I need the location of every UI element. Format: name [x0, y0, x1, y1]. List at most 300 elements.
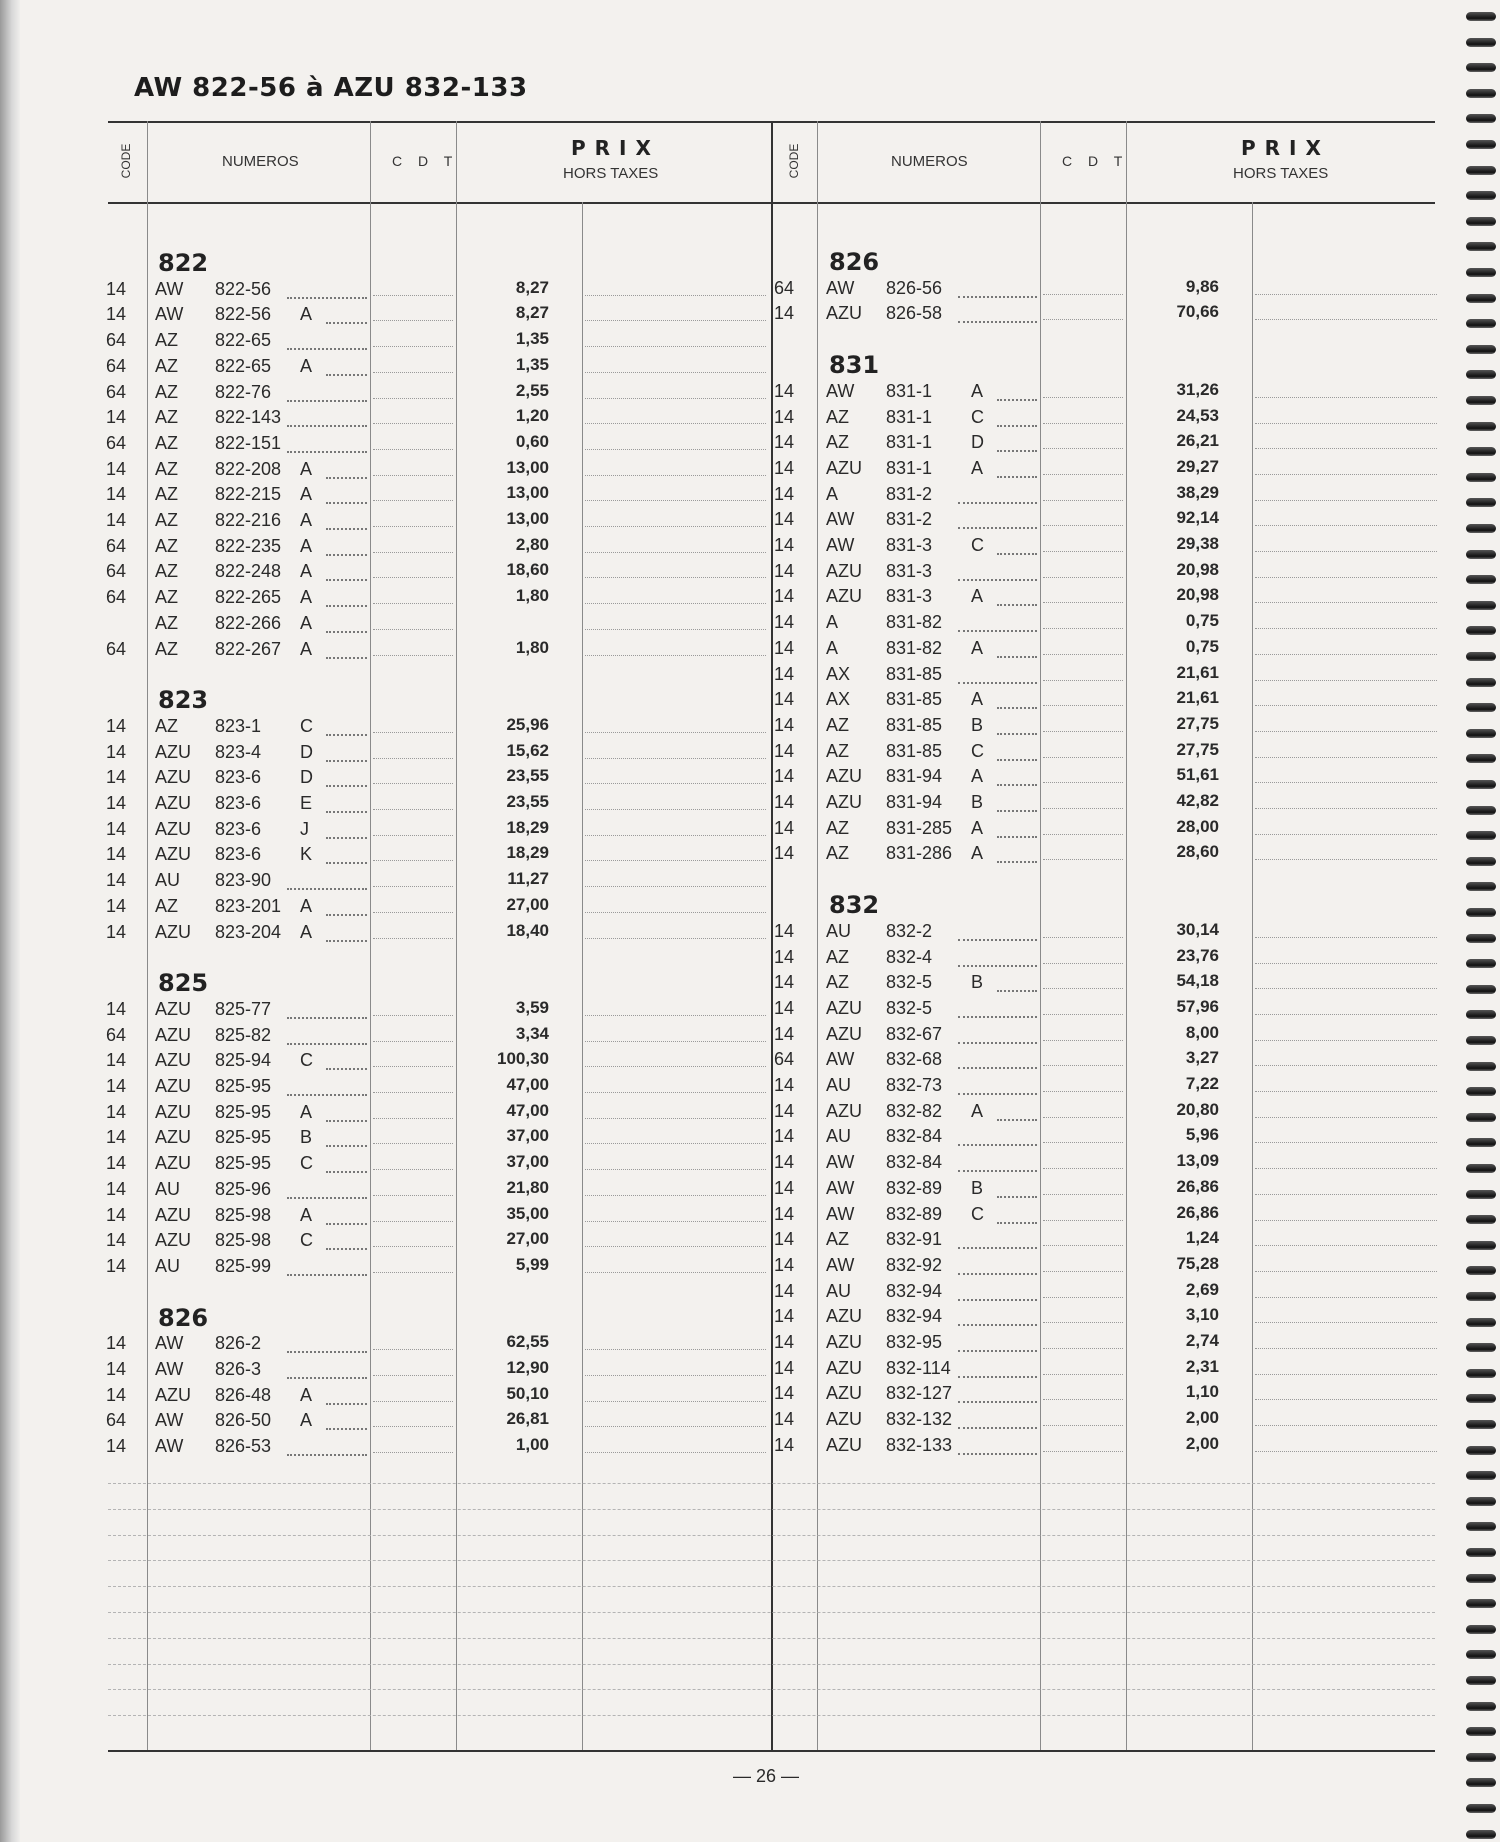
- row-leader-dots: [958, 939, 1037, 941]
- binding-ring: [1466, 831, 1496, 840]
- extra-cell-rule: [1255, 577, 1437, 578]
- binding-ring: [1466, 1702, 1496, 1711]
- row-price: 26,86: [1176, 1176, 1219, 1196]
- binding-ring: [1466, 473, 1496, 482]
- row-code: 64: [105, 535, 126, 556]
- cdt-cell-rule: [1043, 1142, 1123, 1143]
- row-number: 832-89: [886, 1203, 943, 1224]
- binding-ring: [1466, 140, 1496, 149]
- row-leader-dots: [997, 861, 1037, 863]
- row-prefix: AZU: [155, 1127, 191, 1148]
- blank-ruled-line: [108, 1535, 1435, 1536]
- cdt-cell-rule: [373, 372, 453, 373]
- row-price: 9,86: [1185, 276, 1219, 296]
- row-code: 14: [105, 715, 126, 736]
- row-number: 822-265: [215, 587, 282, 608]
- extra-cell-rule: [585, 860, 766, 861]
- cdt-cell-rule: [1043, 474, 1123, 475]
- row-suffix: A: [300, 458, 313, 479]
- binding-ring: [1466, 1778, 1496, 1787]
- row-code: 14: [773, 714, 794, 735]
- row-suffix: B: [971, 1177, 984, 1198]
- row-code: 14: [773, 1126, 794, 1147]
- spiral-binding: [1458, 0, 1500, 1842]
- blank-ruled-line: [108, 1560, 1435, 1561]
- row-price: 8,27: [515, 303, 549, 323]
- row-leader-dots: [326, 322, 367, 324]
- row-leader-dots: [326, 1403, 367, 1405]
- row-prefix: AZU: [155, 818, 191, 839]
- row-prefix: AZ: [826, 843, 850, 864]
- row-suffix: K: [300, 844, 313, 865]
- blank-ruled-line: [108, 1638, 1435, 1639]
- cdt-cell-rule: [1043, 500, 1123, 501]
- section-heading: 823: [158, 686, 209, 715]
- row-prefix: AZU: [155, 844, 191, 865]
- row-number: 822-56: [215, 278, 272, 299]
- binding-ring: [1466, 1241, 1496, 1250]
- row-number: 822-215: [215, 484, 282, 505]
- row-suffix: A: [300, 561, 313, 582]
- cdt-cell-rule: [1043, 654, 1123, 655]
- extra-cell-rule: [1255, 1168, 1437, 1169]
- row-leader-dots: [287, 1274, 367, 1276]
- row-prefix: AW: [155, 1436, 184, 1457]
- binding-ring: [1466, 1292, 1496, 1301]
- cdt-cell-rule: [373, 1015, 453, 1016]
- extra-cell-rule: [1255, 1091, 1437, 1092]
- extra-cell-rule: [585, 1349, 766, 1350]
- row-leader-dots: [287, 425, 367, 427]
- extra-cell-rule: [585, 295, 766, 296]
- prix-header: PRIX: [1241, 136, 1330, 160]
- row-prefix: A: [826, 483, 839, 504]
- row-suffix: B: [300, 1127, 313, 1148]
- row-code: 14: [773, 1023, 794, 1044]
- extra-cell-rule: [1255, 294, 1437, 295]
- row-leader-dots: [997, 1119, 1037, 1121]
- extra-cell-rule: [1255, 1271, 1437, 1272]
- row-prefix: AW: [826, 509, 855, 530]
- row-leader-dots: [997, 656, 1037, 658]
- blank-ruled-line: [108, 1715, 1435, 1716]
- cdt-cell-rule: [1043, 1245, 1123, 1246]
- row-code: 14: [773, 792, 794, 812]
- row-code: 14: [105, 844, 126, 865]
- col-divider: [370, 121, 371, 1750]
- row-suffix: A: [300, 895, 313, 916]
- row-price: 51,61: [1176, 765, 1219, 785]
- cdt-cell-rule: [373, 860, 453, 861]
- col-divider: [1040, 121, 1041, 1750]
- row-prefix: AZU: [155, 767, 191, 788]
- row-leader-dots: [958, 1093, 1037, 1095]
- cdt-cell-rule: [1043, 757, 1123, 758]
- row-number: 832-133: [886, 1434, 953, 1455]
- cdt-cell-rule: [373, 655, 453, 656]
- row-leader-dots: [287, 1017, 367, 1019]
- extra-cell-rule: [585, 449, 766, 450]
- row-price: 2,00: [1185, 1408, 1219, 1428]
- extra-cell-rule: [585, 1195, 766, 1196]
- row-prefix: A: [826, 612, 839, 633]
- row-leader-dots: [326, 374, 367, 376]
- row-code: 14: [773, 612, 794, 633]
- row-suffix: A: [971, 817, 984, 838]
- cdt-cell-rule: [373, 320, 453, 321]
- row-code: 14: [773, 303, 794, 324]
- extra-cell-rule: [585, 320, 766, 321]
- row-code: 14: [105, 1230, 126, 1251]
- row-leader-dots: [287, 1454, 367, 1456]
- row-code: 14: [105, 998, 126, 1019]
- row-leader-dots: [326, 1145, 367, 1147]
- row-leader-dots: [326, 528, 367, 530]
- row-prefix: AZU: [155, 921, 191, 942]
- binding-ring: [1466, 1727, 1496, 1736]
- row-code: 14: [773, 1254, 794, 1275]
- cdt-cell-rule: [373, 1452, 453, 1453]
- row-number: 822-65: [215, 355, 272, 376]
- row-price: 75,28: [1176, 1253, 1219, 1273]
- row-number: 826-50: [215, 1410, 272, 1431]
- cdt-cell-rule: [373, 526, 453, 527]
- row-leader-dots: [958, 1376, 1037, 1378]
- row-code: 14: [773, 972, 794, 993]
- cdt-cell-rule: [1043, 782, 1123, 783]
- row-prefix: AZ: [155, 330, 179, 351]
- row-leader-dots: [326, 657, 367, 659]
- row-code: 64: [773, 277, 794, 298]
- binding-ring: [1466, 1138, 1496, 1147]
- row-price: 2,31: [1185, 1356, 1219, 1376]
- cdt-cell-rule: [373, 1349, 453, 1350]
- row-number: 832-94: [886, 1306, 943, 1327]
- row-leader-dots: [287, 451, 367, 453]
- extra-cell-rule: [1255, 731, 1437, 732]
- extra-cell-rule: [585, 1041, 766, 1042]
- row-price: 2,00: [1185, 1433, 1219, 1453]
- binding-ring: [1466, 63, 1496, 72]
- row-price: 23,55: [506, 766, 549, 786]
- extra-cell-rule: [585, 1426, 766, 1427]
- row-prefix: AZ: [155, 895, 179, 916]
- cdt-cell-rule: [373, 1041, 453, 1042]
- row-number: 823-6: [215, 793, 262, 813]
- row-leader-dots: [287, 1043, 367, 1045]
- row-suffix: A: [971, 843, 984, 864]
- row-code: 14: [105, 741, 126, 762]
- row-prefix: AZU: [826, 1383, 862, 1404]
- row-number: 822-235: [215, 535, 282, 556]
- code-header: CODE: [119, 143, 133, 179]
- cdt-cell-rule: [373, 783, 453, 784]
- row-code: 14: [773, 1229, 794, 1250]
- cdt-cell-rule: [1043, 1220, 1123, 1221]
- row-price: 0,60: [515, 431, 549, 451]
- row-suffix: A: [971, 380, 984, 401]
- table-bottom-rule: [108, 1750, 1435, 1752]
- row-price: 29,27: [1176, 456, 1219, 476]
- binding-ring: [1466, 345, 1496, 354]
- binding-ring: [1466, 12, 1496, 21]
- cdt-cell-rule: [1043, 448, 1123, 449]
- row-number: 832-89: [886, 1177, 943, 1198]
- row-number: 832-84: [886, 1126, 943, 1147]
- extra-cell-rule: [1255, 500, 1437, 501]
- binding-ring: [1466, 985, 1496, 994]
- row-price: 1,00: [515, 1435, 549, 1455]
- binding-ring: [1466, 1164, 1496, 1173]
- row-suffix: A: [300, 1204, 313, 1225]
- row-leader-dots: [997, 604, 1037, 606]
- row-price: 37,00: [506, 1126, 549, 1146]
- binding-ring: [1466, 959, 1496, 968]
- row-number: 823-4: [215, 741, 262, 762]
- row-price: 26,21: [1176, 431, 1219, 451]
- row-number: 823-6: [215, 844, 262, 865]
- cdt-cell-rule: [373, 1426, 453, 1427]
- row-number: 826-56: [886, 277, 943, 298]
- row-prefix: AW: [826, 1203, 855, 1224]
- row-price: 13,00: [506, 483, 549, 503]
- binding-ring: [1466, 780, 1496, 789]
- row-prefix: AW: [826, 1254, 855, 1275]
- blank-ruled-line: [108, 1689, 1435, 1690]
- cdt-cell-rule: [1043, 705, 1123, 706]
- binding-ring: [1466, 1318, 1496, 1327]
- row-price: 13,00: [506, 457, 549, 477]
- binding-ring: [1466, 678, 1496, 687]
- row-price: 100,30: [497, 1049, 549, 1069]
- row-prefix: AZ: [826, 972, 850, 993]
- row-leader-dots: [287, 888, 367, 890]
- row-code: 14: [105, 793, 126, 813]
- row-price: 1,20: [515, 406, 549, 426]
- row-price: 1,80: [515, 586, 549, 606]
- cdt-cell-rule: [373, 835, 453, 836]
- row-suffix: A: [300, 612, 313, 633]
- prix-header: PRIX: [571, 136, 660, 160]
- row-code: 64: [105, 587, 126, 608]
- row-prefix: AZ: [826, 406, 850, 427]
- row-number: 831-94: [886, 792, 943, 812]
- cdt-cell-rule: [373, 475, 453, 476]
- row-code: 14: [105, 1101, 126, 1122]
- row-code: 14: [773, 535, 794, 555]
- row-number: 831-2: [886, 509, 933, 530]
- row-leader-dots: [997, 784, 1037, 786]
- extra-cell-rule: [585, 1169, 766, 1170]
- row-number: 826-58: [886, 303, 943, 324]
- row-leader-dots: [326, 502, 367, 504]
- row-prefix: AZU: [155, 1204, 191, 1225]
- row-prefix: AZ: [826, 432, 850, 453]
- row-price: 25,96: [506, 714, 549, 734]
- row-prefix: AZ: [826, 740, 850, 761]
- row-prefix: AZ: [826, 946, 850, 967]
- row-prefix: AU: [155, 1255, 181, 1276]
- hors-taxes-header: HORS TAXES: [1233, 165, 1329, 182]
- extra-cell-rule: [1255, 1065, 1437, 1066]
- cdt-cell-rule: [373, 1143, 453, 1144]
- row-leader-dots: [997, 450, 1037, 452]
- row-number: 832-95: [886, 1332, 943, 1352]
- row-price: 23,76: [1176, 945, 1219, 965]
- row-number: 831-1: [886, 457, 933, 478]
- cdt-cell-rule: [1043, 602, 1123, 603]
- row-suffix: B: [971, 714, 984, 735]
- extra-cell-rule: [1255, 963, 1437, 964]
- page-number: — 26 —: [733, 1766, 800, 1786]
- row-number: 822-65: [215, 330, 272, 351]
- row-price: 37,00: [506, 1152, 549, 1172]
- row-prefix: AZ: [155, 561, 179, 582]
- row-suffix: C: [971, 535, 984, 555]
- row-price: 31,26: [1176, 379, 1219, 399]
- blank-ruled-line: [108, 1483, 1435, 1484]
- row-prefix: AZ: [155, 612, 179, 633]
- row-price: 12,90: [506, 1358, 549, 1377]
- binding-ring: [1466, 1753, 1496, 1762]
- cdt-cell-rule: [1043, 525, 1123, 526]
- row-price: 35,00: [506, 1203, 549, 1223]
- row-leader-dots: [997, 990, 1037, 992]
- row-leader-dots: [958, 296, 1037, 298]
- row-price: 70,66: [1176, 302, 1219, 322]
- binding-ring: [1466, 1804, 1496, 1813]
- cdt-cell-rule: [373, 552, 453, 553]
- binding-ring: [1466, 575, 1496, 584]
- binding-ring: [1466, 1266, 1496, 1275]
- row-suffix: C: [971, 740, 984, 761]
- col-divider: [147, 121, 148, 1750]
- extra-cell-rule: [1255, 680, 1437, 681]
- row-prefix: AW: [155, 1410, 184, 1431]
- binding-ring: [1466, 524, 1496, 533]
- cdt-cell-rule: [373, 398, 453, 399]
- row-suffix: A: [300, 355, 313, 376]
- row-prefix: AZ: [155, 535, 179, 556]
- row-prefix: AZ: [155, 510, 179, 530]
- extra-cell-rule: [585, 783, 766, 784]
- cdt-cell-rule: [373, 577, 453, 578]
- row-number: 831-85: [886, 689, 943, 710]
- binding-ring: [1466, 1625, 1496, 1634]
- binding-ring: [1466, 652, 1496, 661]
- blank-ruled-line: [108, 1612, 1435, 1613]
- cdt-header: C D T: [1062, 153, 1129, 169]
- cdt-cell-rule: [1043, 1271, 1123, 1272]
- row-leader-dots: [958, 527, 1037, 529]
- row-leader-dots: [326, 605, 367, 607]
- extra-cell-rule: [1255, 859, 1437, 860]
- binding-ring: [1466, 806, 1496, 815]
- row-number: 823-6: [215, 818, 262, 839]
- row-price: 1,10: [1185, 1382, 1219, 1402]
- row-code: 14: [105, 767, 126, 788]
- row-suffix: D: [300, 767, 313, 788]
- row-code: 14: [773, 766, 794, 787]
- extra-cell-rule: [1255, 1425, 1437, 1426]
- row-leader-dots: [326, 579, 367, 581]
- row-prefix: AW: [826, 277, 855, 298]
- row-prefix: AW: [155, 1333, 184, 1354]
- row-number: 825-95: [215, 1153, 272, 1174]
- row-code: 14: [773, 997, 794, 1018]
- extra-cell-rule: [585, 758, 766, 759]
- row-number: 826-53: [215, 1436, 272, 1457]
- row-leader-dots: [958, 1016, 1037, 1018]
- binding-ring: [1466, 857, 1496, 866]
- binding-ring: [1466, 1599, 1496, 1608]
- row-number: 825-94: [215, 1050, 272, 1071]
- row-code: 14: [773, 1434, 794, 1455]
- row-price: 13,00: [506, 509, 549, 528]
- binding-ring: [1466, 1190, 1496, 1199]
- extra-cell-rule: [1255, 1245, 1437, 1246]
- cdt-cell-rule: [1043, 319, 1123, 320]
- row-code: 14: [773, 637, 794, 658]
- cdt-cell-rule: [373, 346, 453, 347]
- extra-cell-rule: [585, 500, 766, 501]
- row-suffix: A: [300, 1101, 313, 1122]
- row-code: 64: [105, 381, 126, 402]
- row-price: 15,62: [506, 740, 549, 760]
- row-leader-dots: [997, 1222, 1037, 1224]
- row-number: 823-1: [215, 715, 262, 736]
- cdt-cell-rule: [373, 295, 453, 296]
- row-prefix: AZ: [155, 587, 179, 608]
- cdt-cell-rule: [1043, 1322, 1123, 1323]
- cdt-cell-rule: [1043, 1297, 1123, 1298]
- row-prefix: AU: [155, 1178, 181, 1199]
- row-code: 14: [773, 483, 794, 504]
- row-prefix: AZU: [826, 1434, 862, 1455]
- section-heading: 826: [158, 1303, 209, 1332]
- row-code: 14: [773, 380, 794, 401]
- row-leader-dots: [997, 836, 1037, 838]
- row-prefix: AZ: [826, 714, 850, 735]
- extra-cell-rule: [585, 423, 766, 424]
- row-number: 831-1: [886, 432, 933, 453]
- binding-ring: [1466, 703, 1496, 712]
- row-number: 822-267: [215, 638, 282, 659]
- row-number: 831-85: [886, 663, 943, 684]
- row-price: 1,35: [515, 329, 549, 349]
- row-price: 62,55: [506, 1332, 549, 1352]
- row-code: 14: [105, 1127, 126, 1148]
- binding-ring: [1466, 729, 1496, 738]
- cdt-cell-rule: [1043, 1117, 1123, 1118]
- row-number: 825-82: [215, 1024, 272, 1045]
- extra-cell-rule: [585, 1375, 766, 1376]
- row-leader-dots: [958, 1401, 1037, 1403]
- cdt-cell-rule: [373, 809, 453, 810]
- row-code: 14: [105, 1076, 126, 1096]
- row-leader-dots: [958, 1427, 1037, 1429]
- row-leader-dots: [326, 1120, 367, 1122]
- row-leader-dots: [958, 630, 1037, 632]
- cdt-cell-rule: [373, 912, 453, 913]
- row-number: 822-56: [215, 304, 272, 325]
- row-code: 14: [105, 304, 126, 325]
- row-price: 5,99: [515, 1254, 549, 1274]
- row-price: 1,80: [515, 637, 549, 657]
- binding-ring: [1466, 1343, 1496, 1352]
- row-price: 18,29: [506, 817, 549, 837]
- row-leader-dots: [958, 321, 1037, 323]
